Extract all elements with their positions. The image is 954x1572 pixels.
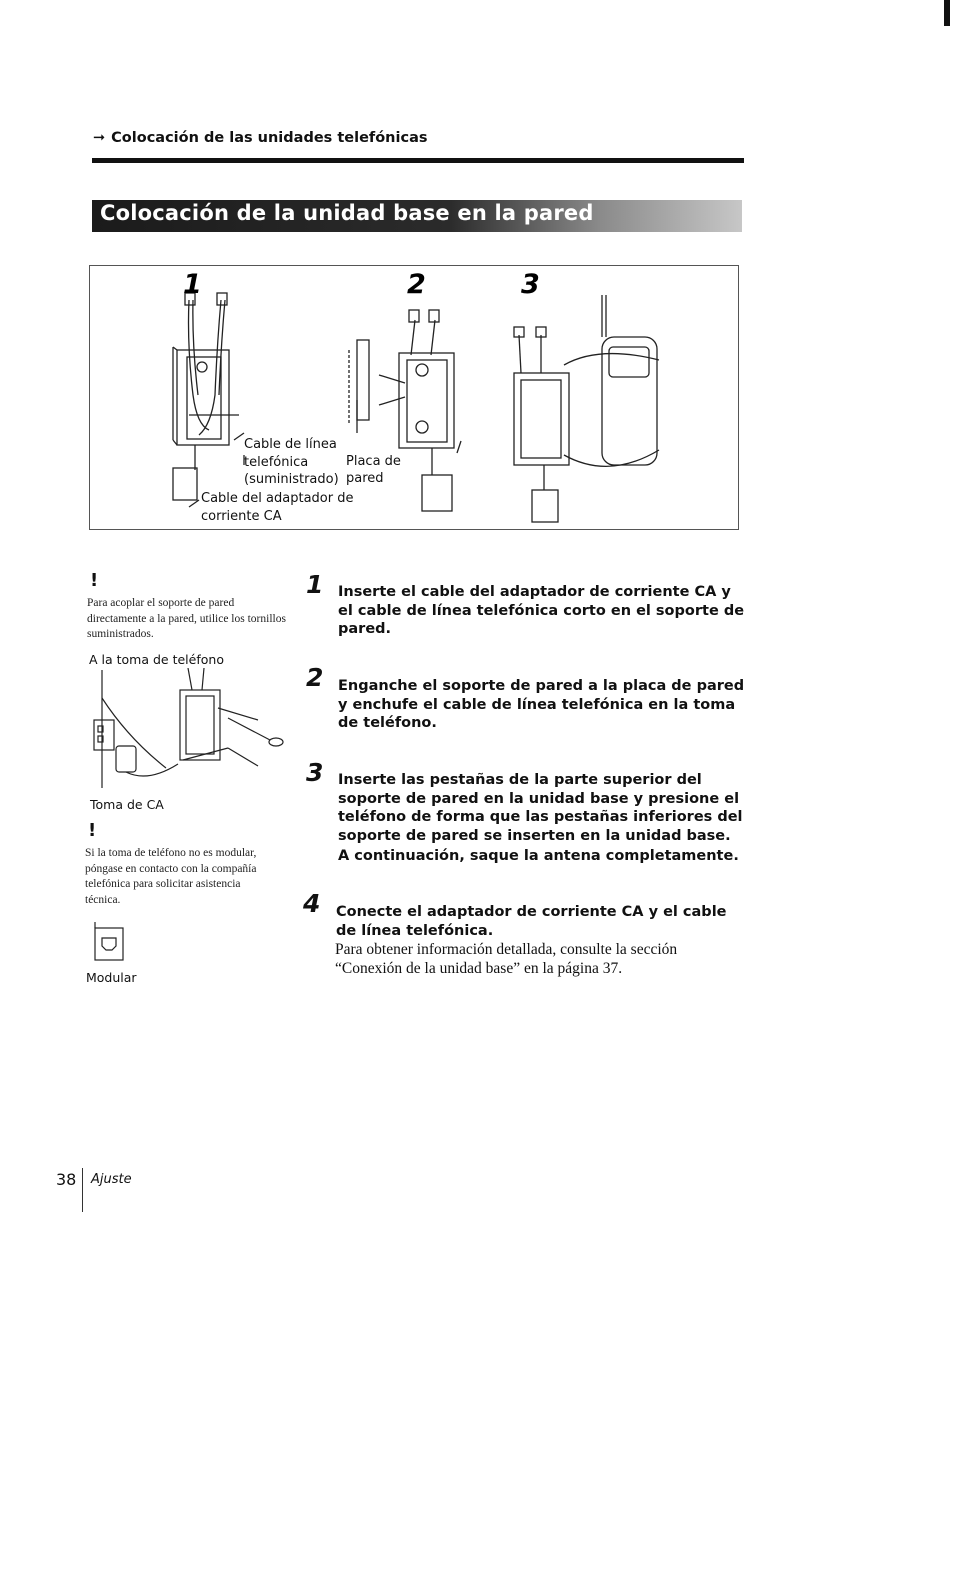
modular-jack-icon bbox=[92, 920, 132, 965]
step-number: 3 bbox=[306, 758, 324, 787]
note-mark: ! bbox=[88, 820, 97, 841]
figure-step-number: 2 bbox=[407, 269, 426, 300]
label-cable-linea-2: telefónica bbox=[244, 455, 309, 470]
footer-rule bbox=[82, 1168, 83, 1212]
header-rule bbox=[92, 158, 744, 163]
arrow-right-icon: ➞ bbox=[93, 130, 106, 146]
breadcrumb-text: Colocación de las unidades telefónicas bbox=[111, 130, 428, 146]
step-number: 4 bbox=[303, 889, 321, 918]
section-title: Colocación de la unidad base en la pared bbox=[100, 201, 594, 225]
note-text: Si la toma de teléfono no es modular, póngase en contacto con la compañía telefónica para solicitar asistencia técnica. bbox=[85, 847, 257, 906]
step-text: Enganche el soporte de pared a la placa de pared y enchufe el cable de línea telefónica en la toma de teléfono. bbox=[338, 678, 745, 731]
step-number: 1 bbox=[306, 570, 324, 599]
figure-step-number: 3 bbox=[521, 269, 540, 300]
bracket-panel-3 bbox=[514, 295, 659, 522]
label-cable-adaptador-2: corriente CA bbox=[201, 509, 282, 524]
step-body: Para obtener información detallada, consulte la sección “Conexión de la unidad base” en la página 37. bbox=[335, 941, 678, 977]
breadcrumb bbox=[93, 130, 427, 146]
step-text: Inserte el cable del adaptador de corriente CA y el cable de línea telefónica corto en el soporte de pared. bbox=[338, 584, 745, 637]
label-phone-jack: A la toma de teléfono bbox=[89, 652, 224, 667]
step-number: 2 bbox=[306, 663, 324, 692]
label-placa-2: pared bbox=[346, 471, 384, 486]
step-text: Conecte el adaptador de corriente CA y el cable de línea telefónica. bbox=[336, 904, 727, 939]
wall-mount-illustration bbox=[89, 265, 739, 530]
note-mark: ! bbox=[90, 570, 99, 591]
page-edge-mark bbox=[944, 0, 950, 26]
figure-step-number: 1 bbox=[183, 269, 202, 300]
label-placa-1: Placa de bbox=[346, 454, 401, 469]
page-number: 38 bbox=[56, 1170, 77, 1189]
label-cable-linea-3: (suministrado) bbox=[244, 472, 339, 487]
bracket-panel-1 bbox=[173, 293, 239, 500]
note-text: Para acoplar el soporte de pared directamente a la pared, utilice los tornillos suministrados. bbox=[87, 597, 286, 640]
label-cable-adaptador-1: Cable del adaptador de bbox=[201, 491, 354, 506]
label-cable-linea-1: Cable de línea bbox=[244, 437, 337, 452]
footer-section-name: Ajuste bbox=[91, 1172, 132, 1187]
label-ac-outlet: Toma de CA bbox=[90, 797, 164, 812]
step-text-continued: A continuación, saque la antena completamente. bbox=[338, 848, 739, 864]
label-modular: Modular bbox=[86, 970, 137, 985]
step-text: Inserte las pestañas de la parte superior del soporte de pared en la unidad base y presione el teléfono de forma que las pestañas inferiores del soporte de pared se inserten en la unidad base. bbox=[338, 772, 743, 844]
wall-jack-illustration bbox=[88, 668, 288, 793]
